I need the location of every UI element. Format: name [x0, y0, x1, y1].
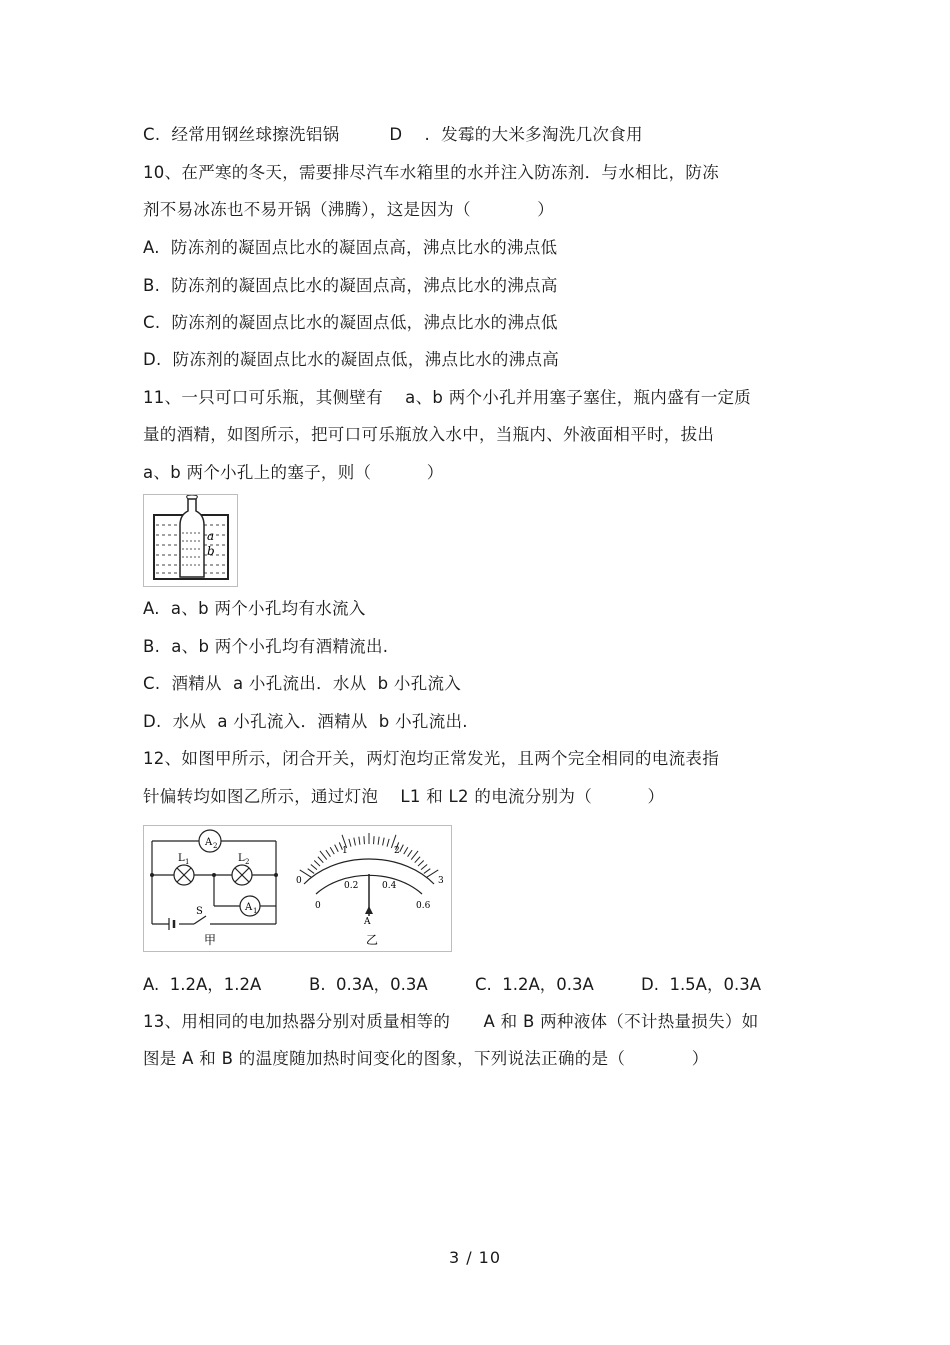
q11-option-c: C. 酒精从 a 小孔流出．水从 b 小孔流入	[143, 674, 462, 693]
page-number: 3 / 10	[448, 1248, 502, 1267]
q12-options-row	[143, 974, 783, 996]
q12-option-a: A. 1.2A，1.2A	[143, 975, 262, 994]
lamp-l2-label: L	[238, 853, 245, 864]
dial-inner-02: 0.2	[344, 881, 359, 891]
bottle-figure	[143, 494, 238, 587]
dial-tick	[426, 870, 438, 878]
dial-tick	[383, 838, 385, 846]
dial-tick	[311, 864, 317, 869]
dial-terminal-label: A	[364, 917, 371, 927]
dial-tick	[318, 857, 323, 863]
q12-stem-line1: 12、如图甲所示，闭合开关，两灯泡均正常发光，且两个完全相同的电流表指	[143, 749, 719, 768]
dial-tick	[349, 839, 351, 847]
switch-label: S	[196, 906, 203, 917]
q11-stem-line1: 11、一只可口可乐瓶，其侧壁有 a、b 两个小孔并用塞子塞住，瓶内盛有一定质	[143, 388, 752, 407]
dial-inner-0: 0	[315, 901, 321, 911]
dial-tick	[411, 851, 418, 860]
q9-options-line: C. 经常用钢丝球擦洗铝锅 D . 发霉的大米多淘洗几次食用	[143, 125, 643, 144]
dial-tick	[378, 837, 379, 845]
dial-inner-04: 0.4	[382, 881, 397, 891]
dial-tick	[418, 861, 424, 867]
lamp-l2-sub: 2	[245, 858, 250, 866]
dial-tick	[387, 839, 389, 847]
q10-option-d: D. 防冻剂的凝固点比水的凝固点低，沸点比水的沸点高	[143, 350, 560, 369]
circuit-figure	[143, 825, 452, 952]
q10-stem-line2: 剂不易冰冻也不易开锅（沸腾），这是因为（ ）	[143, 200, 555, 219]
dial-tick	[359, 837, 360, 845]
ammeter-a1-sub: 1	[253, 907, 258, 915]
dial-tick	[400, 845, 404, 852]
dial-outer-0: 0	[296, 876, 302, 886]
dial-tick	[374, 836, 375, 844]
dial-tick	[335, 845, 339, 852]
ammeter-a2-label: A	[205, 837, 213, 848]
caption-yi: 乙	[366, 933, 379, 947]
q13-stem-line1: 13、用相同的电加热器分别对质量相等的 A 和 B 两种液体（不计热量损失）如	[143, 1012, 759, 1031]
dial-tick	[308, 869, 314, 874]
dial-tick	[364, 836, 365, 844]
dial-inner-06: 0.6	[416, 901, 431, 911]
q11-stem-line3: a、b 两个小孔上的塞子，则（ ）	[143, 463, 444, 482]
q10-stem-line1: 10、在严寒的冬天，需要排尽汽车水箱里的水并注入防冻剂．与水相比，防冻	[143, 163, 719, 182]
lamp-l1-sub: 1	[185, 858, 190, 866]
q13-stem-line2: 图是 A 和 B 的温度随加热时间变化的图象，下列说法正确的是（ ）	[143, 1049, 709, 1068]
dial-tick	[421, 864, 427, 869]
q10-option-c: C. 防冻剂的凝固点比水的凝固点低，沸点比水的沸点低	[143, 313, 558, 332]
dial-tick	[314, 861, 320, 867]
dial-tick	[326, 850, 331, 857]
q10-option-b: B. 防冻剂的凝固点比水的凝固点高，沸点比水的沸点高	[143, 276, 558, 295]
hole-b-label: b	[207, 544, 215, 558]
hole-a-label: a	[207, 529, 215, 543]
ammeter-a2-sub: 2	[213, 842, 218, 850]
q11-option-b: B. a、b 两个小孔均有酒精流出.	[143, 637, 389, 656]
bottle-diagram	[144, 495, 237, 586]
dial-tick	[415, 857, 420, 863]
dial-tick	[320, 851, 327, 860]
dial-tick	[424, 869, 430, 874]
dial-outer-1: 1	[342, 846, 348, 856]
q11-stem-line2: 量的酒精，如图所示，把可口可乐瓶放入水中，当瓶内、外液面相平时，拔出	[143, 425, 715, 444]
q11-option-d: D. 水从 a 小孔流入．酒精从 b 小孔流出.	[143, 712, 468, 731]
dial-tick	[354, 838, 356, 846]
dial-tick	[408, 850, 413, 857]
ammeter-dial	[296, 833, 444, 927]
q12-option-d: D. 1.5A，0.3A	[641, 975, 761, 994]
dial-outer-3: 3	[438, 876, 444, 886]
circuit-diagram	[144, 826, 451, 951]
q10-option-a: A. 防冻剂的凝固点比水的凝固点高，沸点比水的沸点低	[143, 238, 558, 257]
caption-jia: 甲	[204, 933, 217, 947]
ammeter-a1-label: A	[245, 902, 253, 913]
q12-stem-line2: 针偏转均如图乙所示，通过灯泡 L1 和 L2 的电流分别为（ ）	[143, 787, 665, 806]
dial-tick	[330, 847, 334, 854]
q11-option-a: A. a、b 两个小孔均有水流入	[143, 599, 366, 618]
lamp-l1-label: L	[178, 853, 185, 864]
dial-tick	[404, 847, 408, 854]
q12-option-c: C. 1.2A，0.3A	[475, 975, 594, 994]
dial-outer-2: 2	[394, 846, 400, 856]
q12-option-b: B. 0.3A，0.3A	[309, 975, 428, 994]
